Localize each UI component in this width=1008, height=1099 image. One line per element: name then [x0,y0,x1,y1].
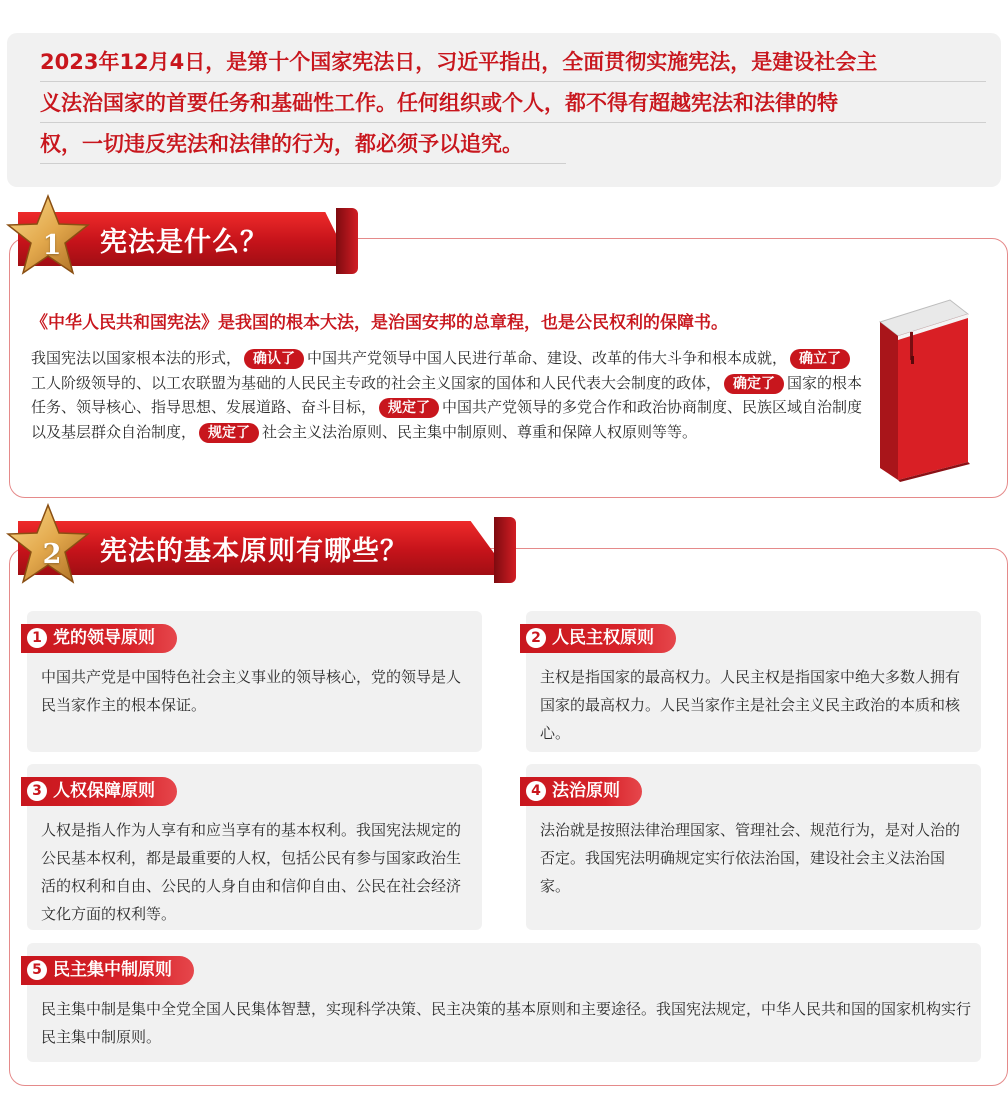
section-1-header [0,208,352,270]
principle-card [526,611,981,752]
section-1-lead: 《中华人民共和国宪法》是我国的根本大法，是治国安邦的总章程，也是公民权利的保障书。 [31,313,728,333]
highlight-pill: 确立了 [790,349,850,369]
principle-card [27,943,981,1062]
body-text: 中国共产党领导的多党合作和政治协商制度、民族区域自治制度以及基层群众自治制度， [31,398,863,441]
principle-title: 人权保障原则 [53,781,155,801]
principle-text: 人权是指人作为人享有和应当享有的基本权利。我国宪法规定的公民基本权利，都是最重要的人权，包括公民有参与国家政治生活的权利和自由、公民的人身自由和信仰自由、公民在社会经济文化方面的权利等。 [41,821,462,923]
section-number: 2 [42,539,62,570]
principle-title: 人民主权原则 [552,628,654,648]
highlight-pill: 规定了 [379,398,439,418]
body-text: 社会主义法治原则、民主集中制原则、尊重和保障人权原则等等。 [262,422,698,441]
principle-tag [520,624,676,653]
body-text: 国家的根本任务、领导核心、指导思想、发展道路、奋斗目标， [31,373,863,416]
principle-title: 法治原则 [552,781,620,801]
intro-line-2: 义法治国家的首要任务和基础性工作。任何组织或个人，都不得有超越宪法和法律的特 [40,88,986,123]
section-2-header [0,517,510,579]
body-text: 中国共产党领导中国人民进行革命、建设、改革的伟大斗争和根本成就， [307,349,788,367]
principle-tag [520,777,642,806]
highlight-pill: 确定了 [724,374,784,394]
principle-card [526,764,981,930]
principle-text: 中国共产党是中国特色社会主义事业的领导核心，党的领导是人民当家作主的根本保证。 [41,668,462,714]
highlight-pill: 确认了 [244,349,304,369]
principle-tag [21,956,194,985]
principle-card [27,764,482,930]
principle-number: 1 [27,628,47,648]
principle-number: 5 [27,960,47,980]
section-title: 宪法是什么？ [100,227,268,258]
principle-title: 党的领导原则 [53,628,155,648]
intro-line-3: 权，一切违反宪法和法律的行为，都必须予以追究。 [40,129,566,164]
body-text: 我国宪法以国家根本法的形式， [31,349,242,367]
ribbon-fold [494,517,516,583]
intro-line-1: 2023年12月4日，是第十个国家宪法日，习近平指出，全面贯彻实施宪法，是建设社会主 [40,47,986,82]
principle-number: 2 [526,628,546,648]
section-title: 宪法的基本原则有哪些？ [100,536,408,567]
body-text: 工人阶级领导的、以工农联盟为基础的人民民主专政的社会主义国家的国体和人民代表大会制度的政体， [31,373,722,392]
ribbon-fold [336,208,358,274]
red-book-icon [872,292,976,482]
principle-title: 民主集中制原则 [53,960,172,980]
principle-number: 4 [526,781,546,801]
principle-card [27,611,482,752]
section-1-body [31,346,863,444]
section-number: 1 [42,230,62,261]
highlight-pill: 规定了 [199,423,259,443]
intro-box [7,33,1001,187]
principle-number: 3 [27,781,47,801]
principle-text: 法治就是按照法律治理国家、管理社会、规范行为，是对人治的否定。我国宪法明确规定实行依法治国，建设社会主义法治国家。 [540,821,961,895]
principle-text: 民主集中制是集中全党全国人民集体智慧，实现科学决策、民主决策的基本原则和主要途径。我国宪法规定，中华人民共和国的国家机构实行民主集中制原则。 [41,1000,972,1046]
principle-tag [21,624,177,653]
principle-tag [21,777,177,806]
principle-text: 主权是指国家的最高权力。人民主权是指国家中绝大多数人拥有国家的最高权力。人民当家作主是社会主义民主政治的本质和核心。 [540,668,961,742]
